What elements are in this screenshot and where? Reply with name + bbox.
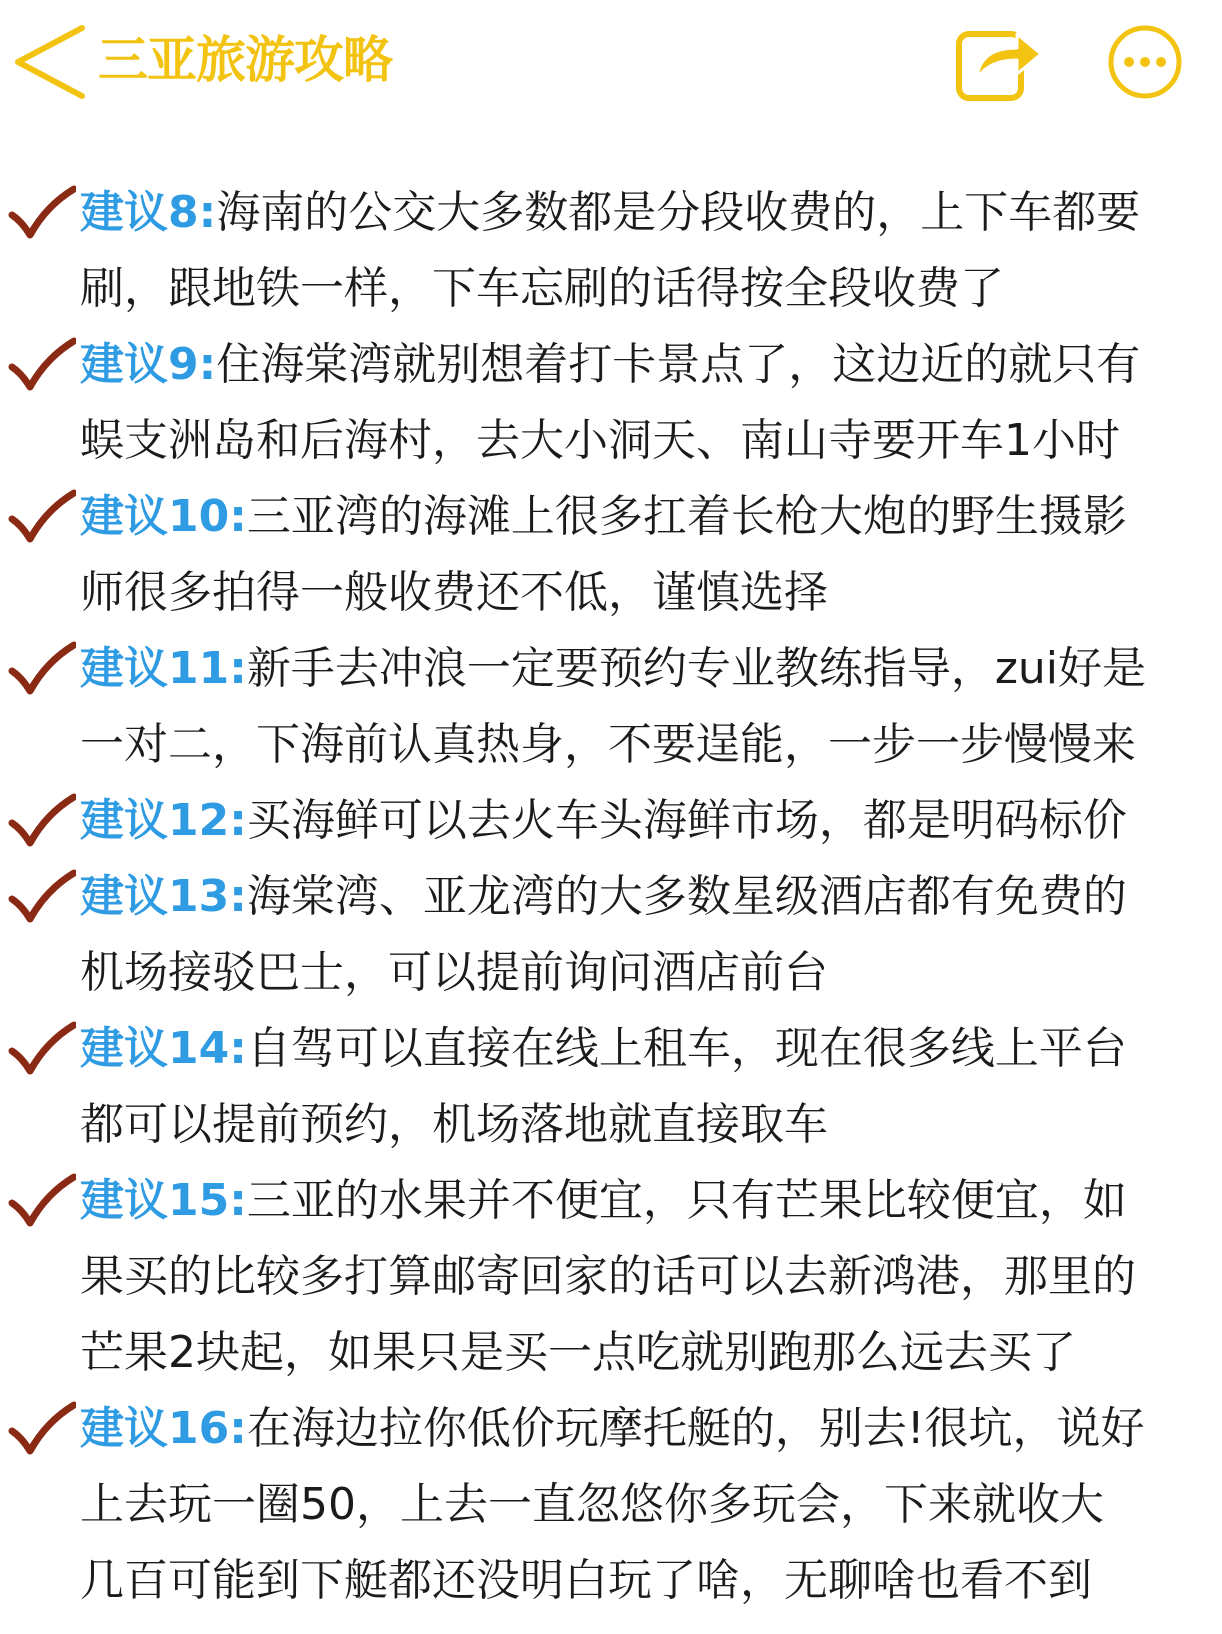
back-button[interactable] — [8, 22, 92, 102]
tip-line: 买海鲜可以去火车头海鲜市场，都是明码标价 — [246, 795, 1127, 846]
tip-label: 建议10: — [80, 491, 247, 542]
share-icon — [955, 22, 1045, 102]
tip-label: 建议13: — [80, 871, 247, 922]
back-chevron-icon — [8, 22, 92, 102]
tip-line: 师很多拍得一般收费还不低，谨慎选择 — [80, 567, 828, 618]
list-item — [0, 631, 1212, 783]
tip-text — [80, 175, 1212, 327]
tip-text — [80, 859, 1212, 1011]
more-button[interactable] — [1105, 22, 1185, 102]
tip-label: 建议9: — [80, 339, 217, 390]
tip-text — [80, 479, 1212, 631]
tip-line: 在海边拉你低价玩摩托艇的，别去!很坑，说好 — [246, 1403, 1145, 1454]
tip-label: 建议11: — [80, 643, 247, 694]
checkmark-icon — [8, 641, 76, 697]
tips-list — [0, 175, 1222, 1619]
list-item — [0, 175, 1212, 327]
list-item — [0, 783, 1212, 859]
tip-line: 芒果2块起，如果只是买一点吃就别跑那么远去买了 — [80, 1327, 1076, 1378]
tip-line: 都可以提前预约，机场落地就直接取车 — [80, 1099, 828, 1150]
checkmark-icon — [8, 337, 76, 393]
tip-label: 建议16: — [80, 1403, 247, 1454]
checkmark-icon — [8, 793, 76, 849]
tip-line: 海南的公交大多数都是分段收费的，上下车都要 — [216, 187, 1141, 238]
tip-text — [80, 1011, 1212, 1163]
share-button[interactable] — [955, 22, 1045, 102]
list-item — [0, 859, 1212, 1011]
more-dots-icon — [1105, 22, 1185, 102]
tip-line: 海棠湾、亚龙湾的大多数星级酒店都有免费的 — [246, 871, 1127, 922]
checkmark-icon — [8, 869, 76, 925]
checkmark-icon — [8, 1401, 76, 1457]
tip-text — [80, 631, 1212, 783]
tip-label: 建议15: — [80, 1175, 247, 1226]
checkmark-icon — [8, 185, 76, 241]
top-bar — [0, 0, 1222, 130]
tip-text — [80, 327, 1212, 479]
tip-line: 蜈支洲岛和后海村，去大小洞天、南山寺要开车1小时 — [80, 415, 1120, 466]
tip-line: 三亚湾的海滩上很多扛着长枪大炮的野生摄影 — [246, 491, 1127, 542]
list-item — [0, 479, 1212, 631]
tip-line: 几百可能到下艇都还没明白玩了啥，无聊啥也看不到 — [80, 1555, 1092, 1606]
tip-line: 三亚的水果并不便宜，只有芒果比较便宜，如 — [246, 1175, 1127, 1226]
checkmark-icon — [8, 1173, 76, 1229]
tip-text — [80, 783, 1212, 859]
tip-line: 机场接驳巴士，可以提前询问酒店前台 — [80, 947, 828, 998]
list-item — [0, 1391, 1212, 1619]
checkmark-icon — [8, 489, 76, 545]
tip-line: 刷，跟地铁一样，下车忘刷的话得按全段收费了 — [80, 263, 1004, 314]
list-item — [0, 1011, 1212, 1163]
tip-line: 果买的比较多打算邮寄回家的话可以去新鸿港，那里的 — [80, 1251, 1136, 1302]
tip-line: 住海棠湾就别想着打卡景点了，这边近的就只有 — [216, 339, 1141, 390]
tip-label: 建议14: — [80, 1023, 247, 1074]
tip-label: 建议8: — [80, 187, 217, 238]
tip-line: 新手去冲浪一定要预约专业教练指导，zui好是 — [246, 643, 1147, 694]
checkmark-icon — [8, 1021, 76, 1077]
list-item — [0, 327, 1212, 479]
tip-text — [80, 1163, 1212, 1391]
tip-label: 建议12: — [80, 795, 247, 846]
tip-line: 一对二，下海前认真热身，不要逞能，一步一步慢慢来 — [80, 719, 1136, 770]
tip-line: 自驾可以直接在线上租车，现在很多线上平台 — [246, 1023, 1127, 1074]
tip-text — [80, 1391, 1212, 1619]
list-item — [0, 1163, 1212, 1391]
page-title: 三亚旅游攻略 — [98, 31, 392, 89]
tip-line: 上去玩一圈50，上去一直忽悠你多玩会，下来就收大 — [80, 1479, 1104, 1530]
